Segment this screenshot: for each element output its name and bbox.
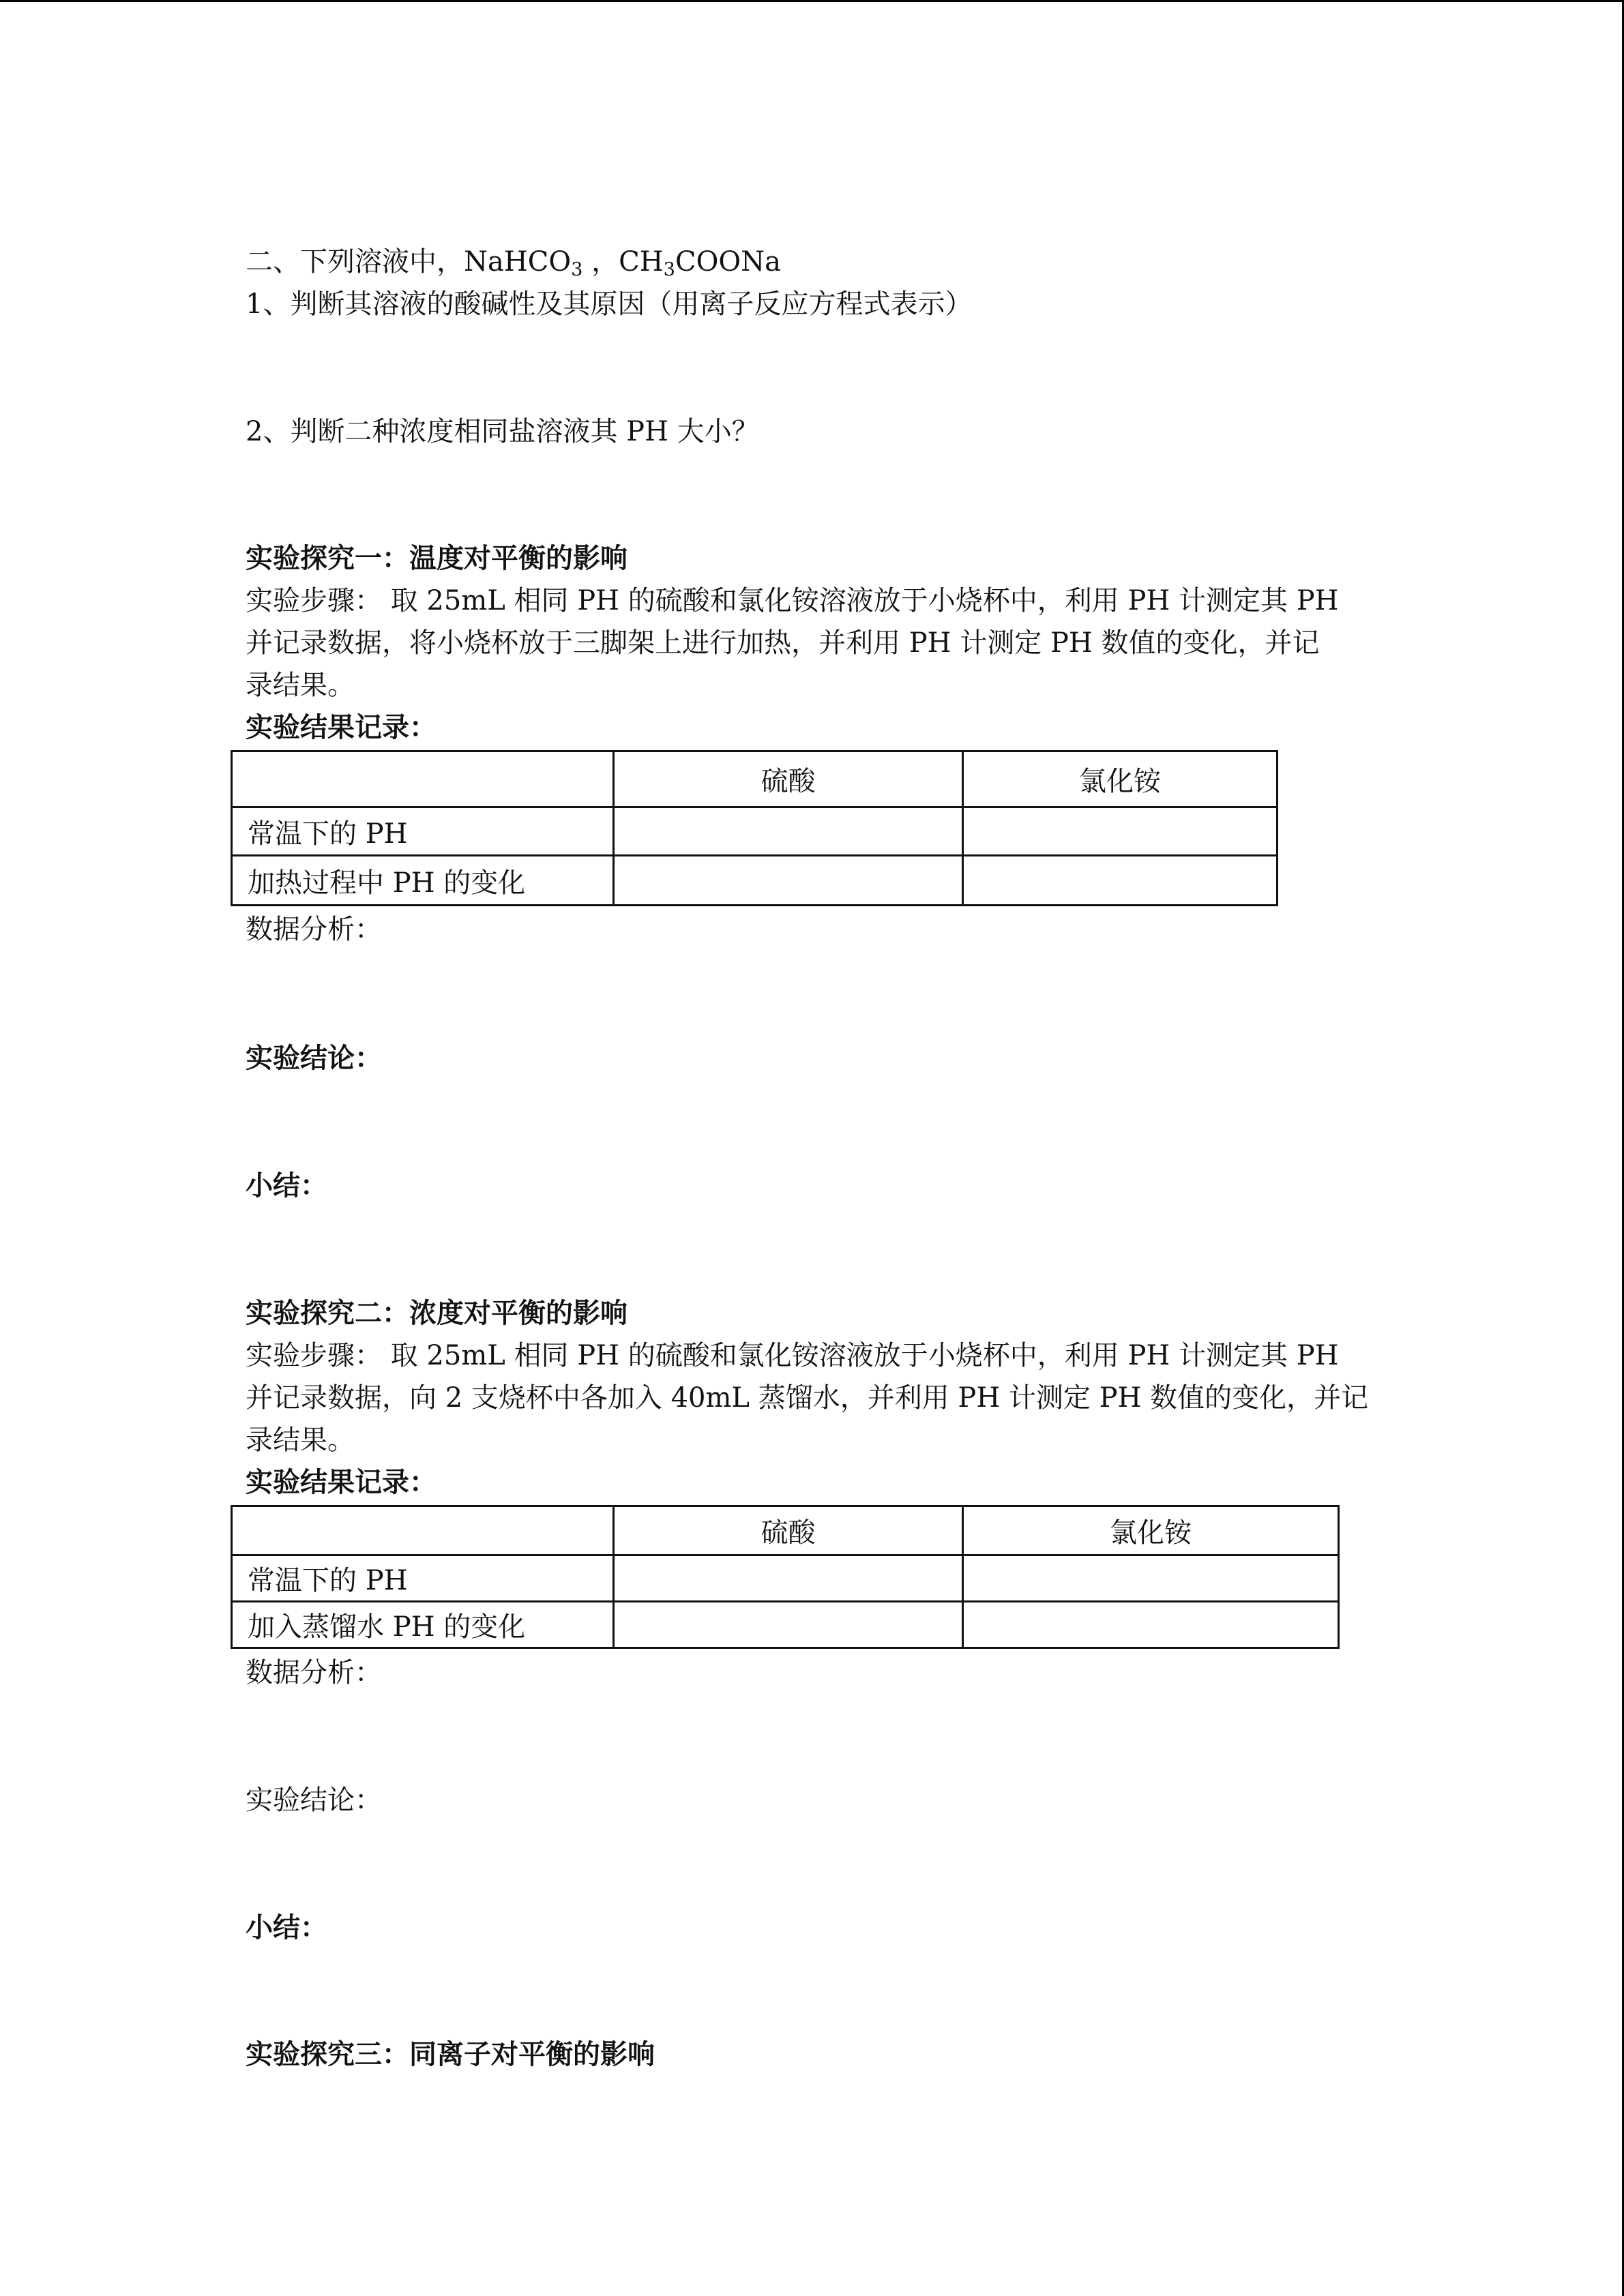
exp1-conclusion-label: 实验结论： [246, 1042, 382, 1074]
exp2-summary-label: 小结： [246, 1911, 327, 1943]
exp3-heading: 实验探究三：同离子对平衡的影响 [246, 2038, 655, 2070]
table-cell [614, 1602, 963, 1648]
exp2-results-table [231, 1505, 1340, 1649]
table-row [232, 856, 1278, 906]
table-cell [614, 807, 963, 856]
question-1: 1、判断其溶液的酸碱性及其原因（用离子反应方程式表示） [246, 288, 973, 320]
table-cell [963, 1602, 1339, 1648]
page-top-border [0, 0, 1624, 2]
exp2-heading: 实验探究二：浓度对平衡的影响 [246, 1297, 628, 1329]
table-row [232, 1555, 1339, 1602]
exp1-step-line: 录结果。 [246, 670, 355, 701]
table-header-cell: 硫酸 [614, 751, 963, 807]
table-header-cell [232, 1506, 614, 1555]
table-cell: 加热过程中 PH 的变化 [232, 856, 614, 906]
table-cell [963, 807, 1278, 856]
exp2-step-line: 录结果。 [246, 1425, 355, 1456]
table-cell: 常温下的 PH [232, 1555, 614, 1602]
exp2-step-line: 并记录数据，向 2 支烧杯中各加入 40mL 蒸馏水，并利用 PH 计测定 PH 数值的变化，并记 [246, 1382, 1369, 1414]
table-header-cell: 氯化铵 [963, 751, 1278, 807]
exp1-results-table [231, 750, 1278, 906]
table-row [232, 1602, 1339, 1648]
exp1-analysis-label: 数据分析： [246, 914, 382, 945]
table-cell: 加入蒸馏水 PH 的变化 [232, 1602, 614, 1648]
table-cell [963, 1555, 1339, 1602]
table-header-cell: 氯化铵 [963, 1506, 1339, 1555]
table-cell [963, 856, 1278, 906]
table-header-row [232, 1506, 1339, 1555]
exp1-heading: 实验探究一：温度对平衡的影响 [246, 542, 628, 574]
table-header-row [232, 751, 1278, 807]
exp1-summary-label: 小结： [246, 1169, 327, 1202]
exp2-record-label: 实验结果记录： [246, 1466, 437, 1498]
exp1-step-line: 实验步骤： 取 25mL 相同 PH 的硫酸和氯化铵溶液放于小烧杯中，利用 PH 计测定其 PH [246, 585, 1339, 616]
exp1-record-label: 实验结果记录： [246, 711, 437, 743]
table-cell: 常温下的 PH [232, 807, 614, 856]
question-2: 2、判断二种浓度相同盐溶液其 PH 大小？ [246, 416, 759, 447]
section-title: 二、下列溶液中，NaHCO$_3$ ，$CH_3COONa$ [246, 246, 782, 280]
exp1-step-line: 并记录数据，将小烧杯放于三脚架上进行加热，并利用 PH 计测定 PH 数值的变化，并记 [246, 627, 1320, 659]
table-row [232, 807, 1278, 856]
table-header-cell: 硫酸 [614, 1506, 963, 1555]
table-header-cell [232, 751, 614, 807]
exp2-analysis-label: 数据分析： [246, 1657, 382, 1688]
table-cell [614, 856, 963, 906]
exp2-step-line: 实验步骤： 取 25mL 相同 PH 的硫酸和氯化铵溶液放于小烧杯中，利用 PH 计测定其 PH [246, 1340, 1339, 1371]
exp2-conclusion-label: 实验结论： [246, 1785, 382, 1816]
table-cell [614, 1555, 963, 1602]
